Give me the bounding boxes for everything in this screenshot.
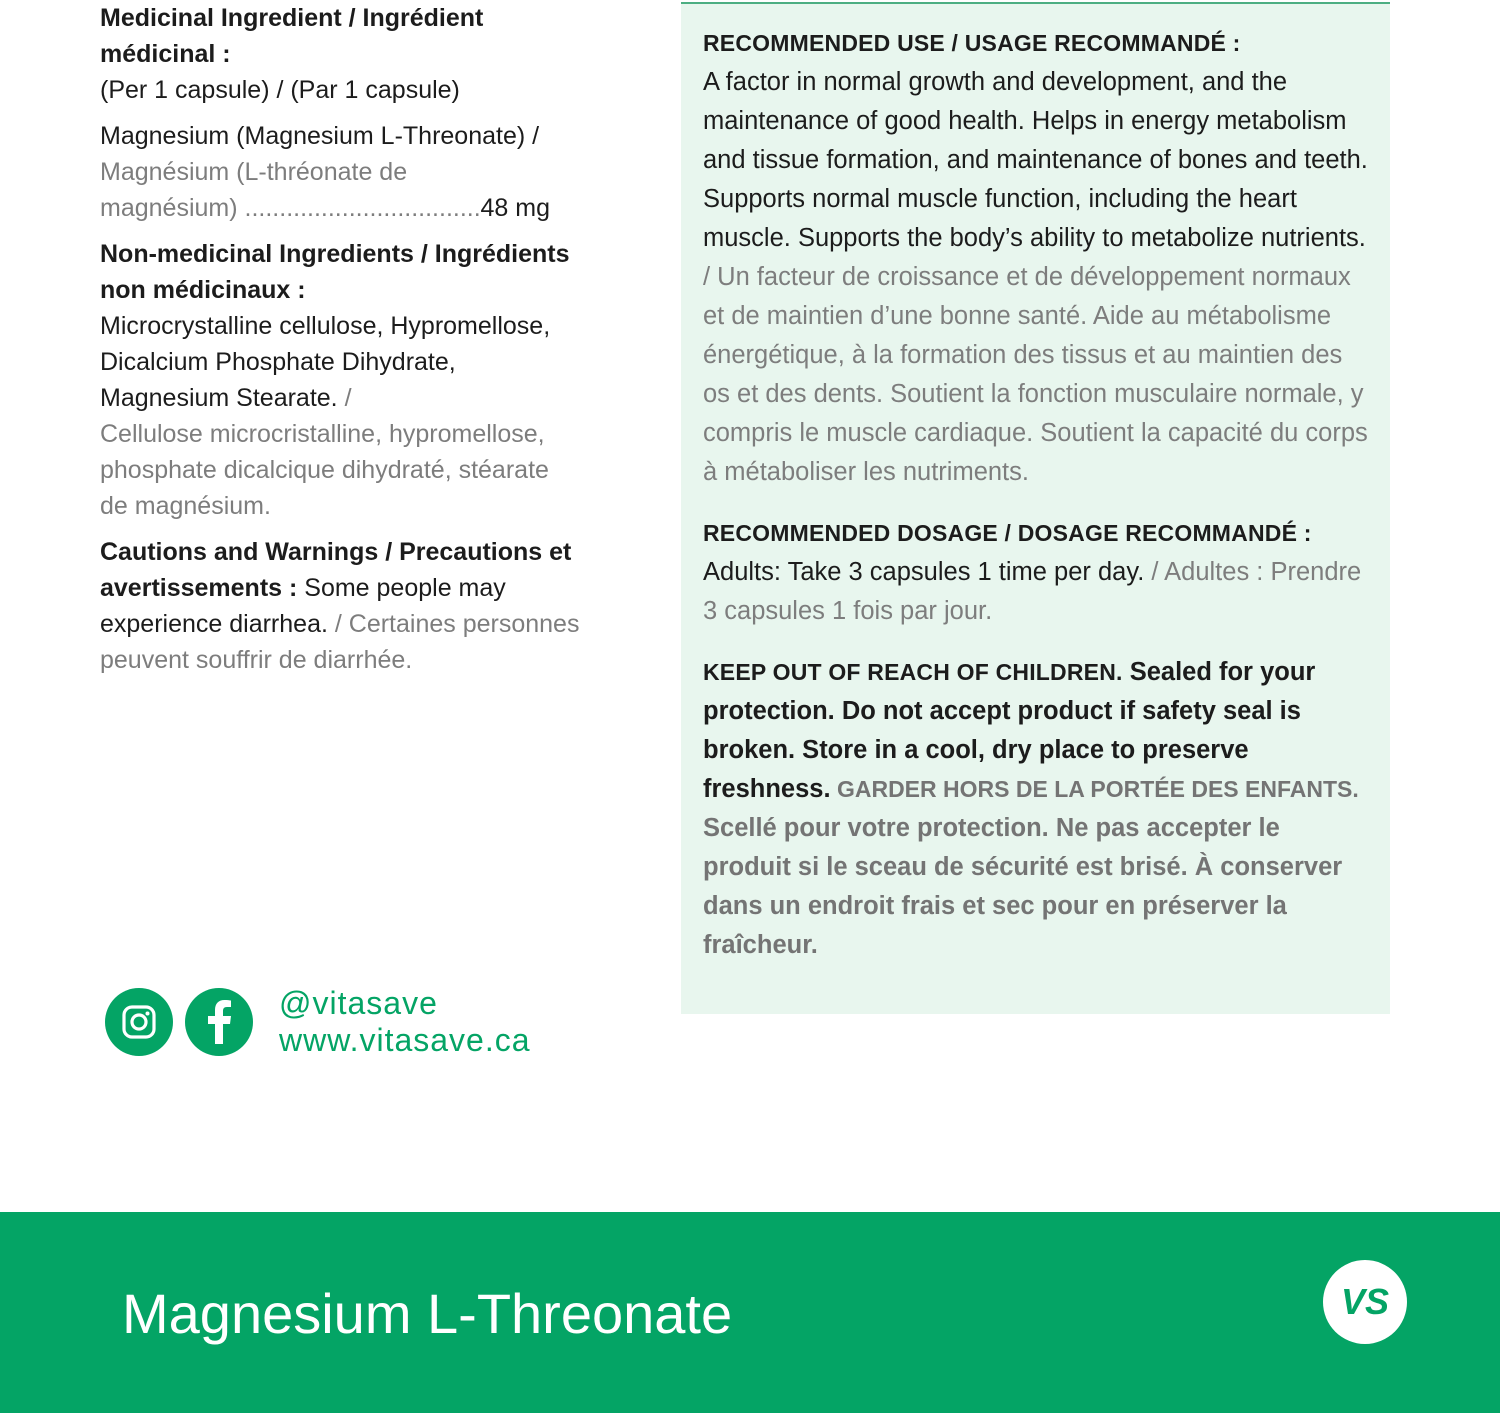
ingredient-en: Magnesium (Magnesium L-Threonate) / [100, 122, 540, 150]
storage-en: Sealed for your protection. Do not accept product if safety seal is broken. Store in a cool, dry place to preserve freshness. [703, 658, 1316, 803]
facebook-icon[interactable] [185, 988, 253, 1056]
nonmedicinal-fr: Cellulose microcristalline, hypromellose, phosphate dicalcique dihydraté, stéarate de magnésium. [100, 420, 549, 520]
recommended-use-text [703, 63, 1374, 492]
cautions-en: Some people may experience diarrhea. [100, 574, 506, 638]
storage-warning [703, 653, 1374, 965]
ingredient-fr-line1: Magnésium (L-thréonate de [100, 158, 408, 186]
ingredient-line [100, 118, 580, 226]
dot-leader [245, 190, 481, 226]
vitasave-logo [1323, 1260, 1407, 1344]
recommended-use-heading: RECOMMENDED USE / USAGE RECOMMANDÉ : [703, 30, 1241, 56]
usage-panel [681, 2, 1390, 1014]
cautions [100, 534, 580, 678]
nonmedicinal-separator: / [337, 384, 352, 412]
vs-logo-mark [1335, 1282, 1395, 1322]
per-capsule: (Per 1 capsule) / (Par 1 capsule) [100, 76, 460, 104]
nonmedicinal-list [100, 308, 580, 524]
dosage-en: Adults: Take 3 capsules 1 time per day. [703, 558, 1145, 586]
recommended-use-en: A factor in normal growth and development, and the maintenance of good health. Helps in energy metabolism and tissue formation, and maintenance of bones and teeth. Supports normal muscle function, including the heart muscle. Supports the body’s ability to metabolize nutrients. [703, 68, 1368, 252]
cautions-heading: Cautions and Warnings / Precautions et avertissements : [100, 538, 572, 602]
social-handle[interactable]: @vitasave [279, 985, 438, 1021]
recommended-dosage-heading: RECOMMENDED DOSAGE / DOSAGE RECOMMANDÉ : [703, 520, 1312, 546]
medicinal-heading: Medicinal Ingredient / Ingrédient médicinal : [100, 4, 484, 68]
ingredients-column [100, 0, 580, 678]
nonmedicinal-en: Microcrystalline cellulose, Hypromellose, Dicalcium Phosphate Dihydrate, Magnesium Stearate. [100, 312, 551, 412]
cautions-fr: / Certaines personnes peuvent souffrir de diarrhée. [100, 610, 580, 674]
nonmedicinal-heading: Non-medicinal Ingredients / Ingrédients non médicinaux : [100, 240, 570, 304]
dosage-fr: / Adultes : Prendre 3 capsules 1 fois par jour. [703, 558, 1362, 625]
recommended-dosage-text [703, 553, 1374, 631]
keep-out-heading-en: KEEP OUT OF REACH OF CHILDREN. [703, 659, 1123, 685]
ingredient-fr-line2: magnésium) [100, 194, 238, 222]
recommended-use-fr: / Un facteur de croissance et de développement normaux et de maintien d’une bonne santé. Aide au métabolisme énergétique, à la formation des tissus et au maintien des os et des dents. Soutient la fonction musculaire normale, y compris le muscle cardiaque. Soutient la capacité du corps à métaboliser les nutriments. [703, 263, 1368, 486]
product-name: Magnesium L-Threonate [122, 1282, 733, 1345]
keep-out-heading-fr: GARDER HORS DE LA PORTÉE DES ENFANTS. [830, 776, 1359, 802]
logo-text: VS [1340, 1282, 1390, 1322]
social-links [105, 985, 531, 1059]
instagram-icon[interactable] [105, 988, 173, 1056]
footer-banner [0, 1212, 1500, 1413]
website-link[interactable]: www.vitasave.ca [279, 1022, 531, 1058]
ingredient-amount: 48 mg [480, 194, 550, 222]
social-handles [279, 985, 531, 1059]
storage-fr: Scellé pour votre protection. Ne pas accepter le produit si le sceau de sécurité est brisé. À conserver dans un endroit frais et sec pour en préserver la fraîcheur. [703, 814, 1343, 959]
